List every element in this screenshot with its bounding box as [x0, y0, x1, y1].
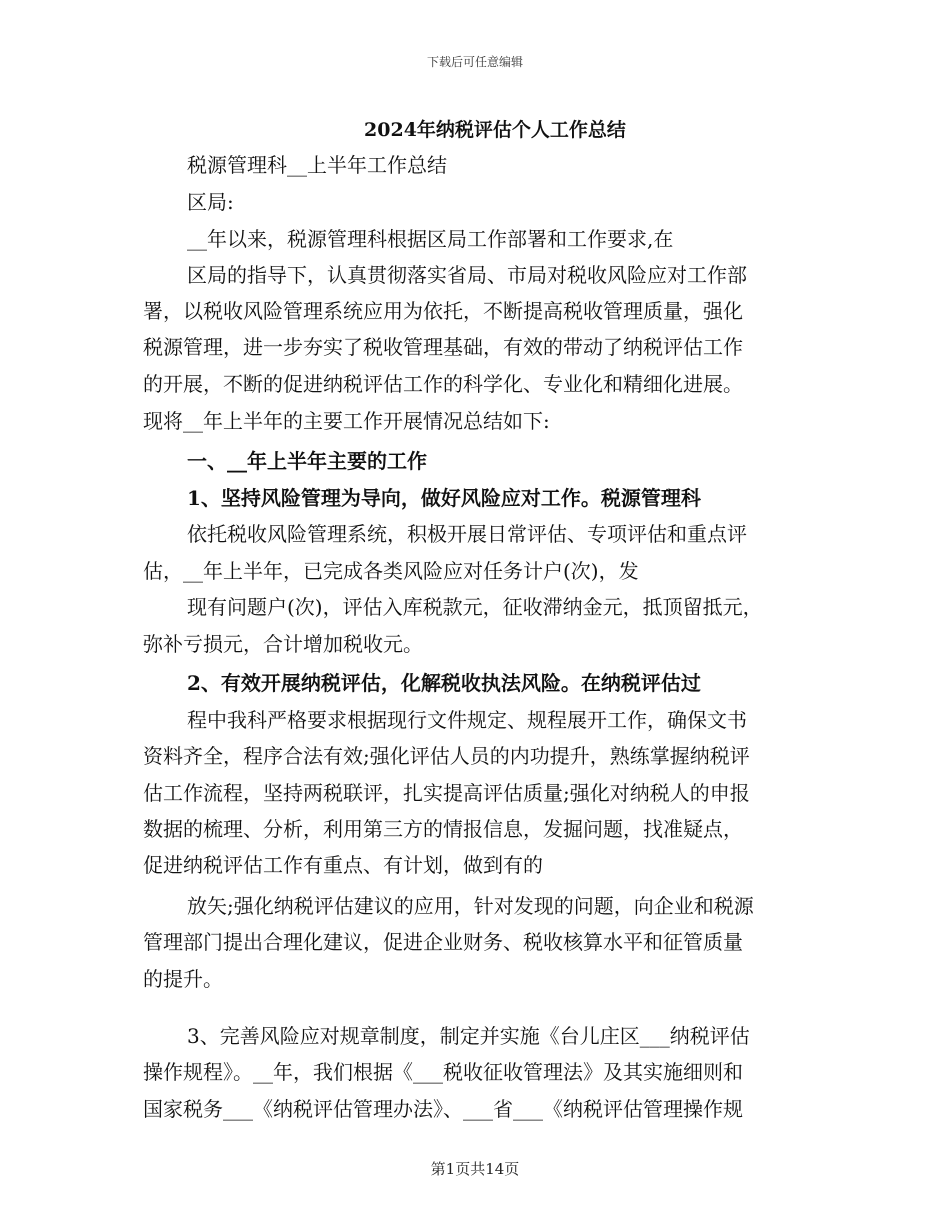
body-line: 管理部门提出合理化建议，促进企业财务、税收核算水平和征管质量 — [143, 930, 743, 954]
body-line: 税源管理，进一步夯实了税收管理基础，有效的带动了纳税评估工作 — [143, 335, 743, 359]
body-line: 的开展，不断的促进纳税评估工作的科学化、专业化和精细化进展。 — [143, 372, 743, 396]
body-line: 资料齐全，程序合法有效;强化评估人员的内功提升，熟练掌握纳税评 — [143, 744, 750, 768]
body-line: 操作规程》。__年，我们根据《___税收征收管理法》及其实施细则和 — [143, 1060, 743, 1084]
body-line: __年以来，税源管理科根据区局工作部署和工作要求,在 — [187, 227, 674, 251]
body-line: 促进纳税评估工作有重点、有计划，做到有的 — [143, 853, 543, 877]
page-header: 下载后可任意编辑 — [426, 55, 523, 69]
body-line: 3、完善风险应对规章制度，制定并实施《台儿庄区___纳税评估 — [187, 1024, 750, 1048]
section-heading: 一、__年上半年主要的工作 — [187, 449, 427, 473]
body-line: 估，__年上半年，已完成各类风险应对任务计户(次)，发 — [143, 559, 639, 583]
body-line: 区局: — [187, 190, 234, 214]
body-line: 数据的梳理、分析，利用第三方的情报信息，发掘问题，找准疑点， — [143, 817, 743, 841]
page-number: 第1页共14页 — [430, 1160, 520, 1178]
body-line: 税源管理科__上半年工作总结 — [187, 153, 447, 177]
body-line: 放矢;强化纳税评估建议的应用，针对发现的问题，向企业和税源 — [187, 894, 754, 918]
body-line: 估工作流程，坚持两税联评，扎实提高评估质量;强化对纳税人的申报 — [143, 781, 750, 805]
body-line: 署，以税收风险管理系统应用为依托，不断提高税收管理质量，强化 — [143, 299, 743, 323]
body-line: 现将__年上半年的主要工作开展情况总结如下: — [143, 409, 550, 433]
body-line: 国家税务___《纳税评估管理办法》、___省___《纳税评估管理操作规 — [143, 1097, 743, 1121]
document-title: 2024年纳税评估个人工作总结 — [364, 119, 626, 141]
subsection-heading: 1、坚持风险管理为导向，做好风险应对工作。税源管理科 — [187, 486, 701, 510]
body-line: 区局的指导下，认真贯彻落实省局、市局对税收风险应对工作部 — [187, 263, 747, 287]
subsection-heading: 2、有效开展纳税评估，化解税收执法风险。在纳税评估过 — [187, 671, 701, 695]
body-line: 的提升。 — [143, 967, 223, 991]
body-line: 弥补亏损元，合计增加税收元。 — [143, 632, 423, 656]
body-line: 依托税收风险管理系统，积极开展日常评估、专项评估和重点评 — [187, 522, 747, 546]
body-line: 现有问题户(次)，评估入库税款元，征收滞纳金元，抵顶留抵元， — [187, 595, 763, 619]
body-line: 程中我科严格要求根据现行文件规定、规程展开工作，确保文书 — [187, 708, 747, 732]
